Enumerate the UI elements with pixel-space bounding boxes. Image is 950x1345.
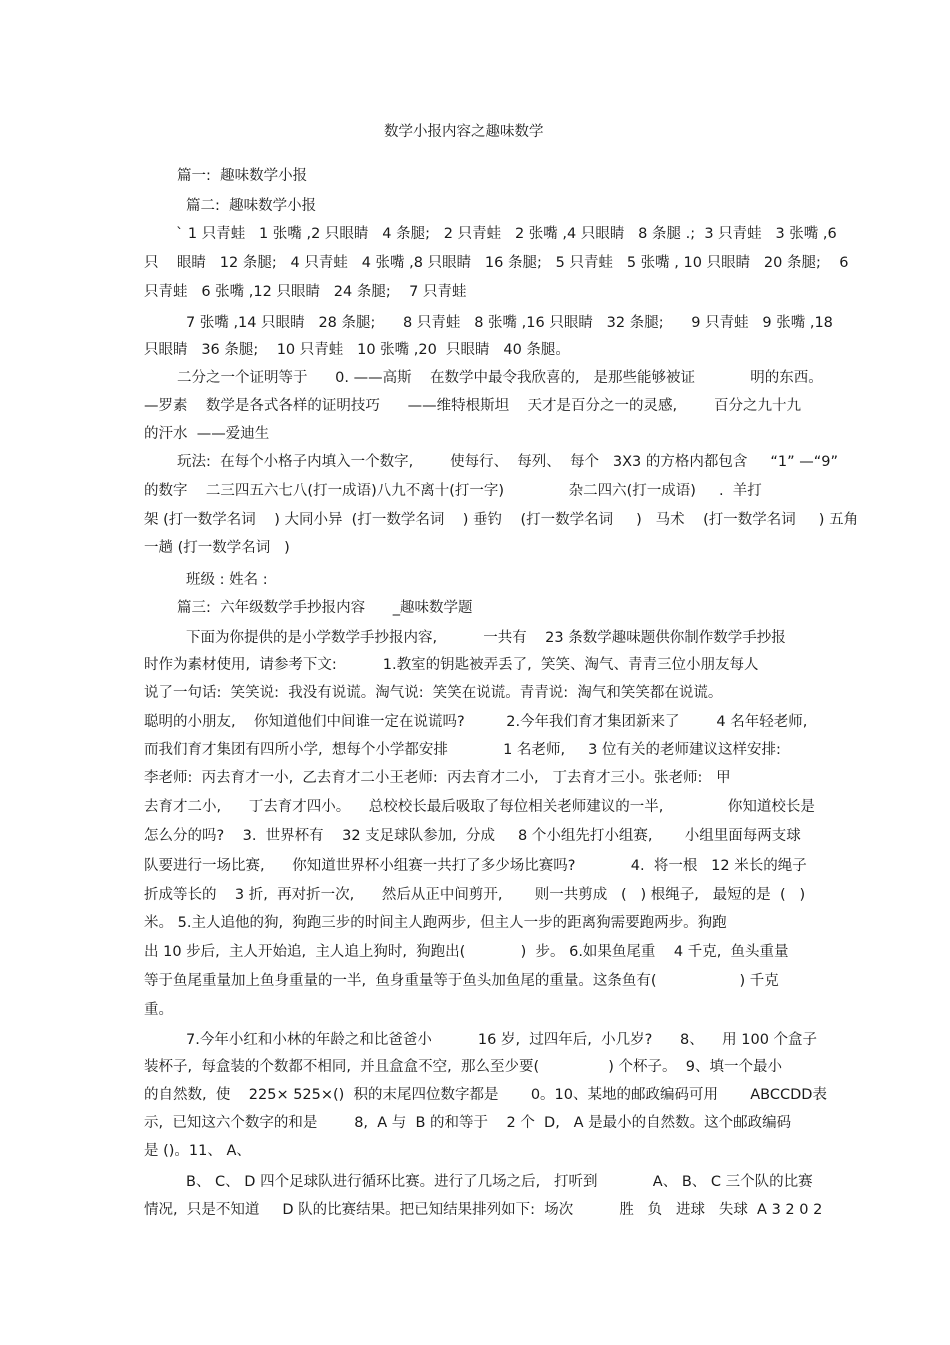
text-line: 折成等长的 3 折, 再对折一次, 然后从正中间剪开, 则一共剪成 ( ) 根绳子, 最短的是 ( ): [144, 887, 806, 903]
text-line: 篇二: 趣味数学小报: [186, 198, 317, 214]
text-line: 7 张嘴 ,14 只眼睛 28 条腿; 8 只青蛙 8 张嘴 ,16 只眼睛 32 条腿; 9 只青蛙 9 张嘴 ,18: [186, 315, 833, 331]
text-line: 米。 5.主人追他的狗, 狗跑三步的时间主人跑两步, 但主人一步的距离狗需要跑两步。狗跑: [144, 915, 727, 931]
text-line: 篇三: 六年级数学手抄报内容 _趣味数学题: [177, 600, 473, 616]
text-line: 情况, 只是不知道 D 队的比赛结果。把已知结果排列如下: 场次 胜 负 进球 失球 A 3 2 0 2: [144, 1202, 823, 1218]
text-line: 等于鱼尾重量加上鱼身重量的一半, 鱼身重量等于鱼头加鱼尾的重量。这条鱼有( ) 千克: [144, 973, 779, 989]
text-line: 二分之一个证明等于 0. ——高斯 在数学中最令我欣喜的, 是那些能够被证 明的东西。: [177, 370, 823, 386]
text-line: 说了一句话: 笑笑说: 我没有说谎。淘气说: 笑笑在说谎。青青说: 淘气和笑笑都在说谎。: [144, 685, 723, 701]
text-line: 只眼睛 36 条腿; 10 只青蛙 10 张嘴 ,20 只眼睛 40 条腿。: [144, 342, 570, 358]
text-line: 时作为素材使用, 请参考下文: 1.教室的钥匙被弄丢了, 笑笑、淘气、青青三位小朋友每人: [144, 657, 759, 673]
text-line: 出 10 步后, 主人开始追, 主人追上狗时, 狗跑出( ) 步。 6.如果鱼尾重 4 千克, 鱼头重量: [144, 944, 789, 960]
text-line: 的自然数, 使 225× 525×() 积的末尾四位数字都是 0。10、某地的邮政编码可用 ABCCDD表: [144, 1087, 827, 1103]
text-line: 只青蛙 6 张嘴 ,12 只眼睛 24 条腿; 7 只青蛙: [144, 284, 467, 300]
text-line: 聪明的小朋友, 你知道他们中间谁一定在说谎吗? 2.今年我们育才集团新来了 4 名年轻老师,: [144, 714, 808, 730]
document-title: 数学小报内容之趣味数学: [384, 124, 544, 140]
text-line: 架 (打一数学名词 ) 大同小异 (打一数学名词 ) 垂钓 (打一数学名词 ) 马术 (打一数学名词 ) 五角: [144, 512, 859, 528]
text-line: 是 ()。11、 A、: [144, 1143, 251, 1159]
text-line: 只 眼睛 12 条腿; 4 只青蛙 4 张嘴 ,8 只眼睛 16 条腿; 5 只青蛙 5 张嘴 , 10 只眼睛 20 条腿; 6: [144, 255, 849, 271]
text-line: 装杯子, 每盒装的个数都不相同, 并且盒盒不空, 那么至少要( ) 个杯子。 9、填一个最小: [144, 1059, 782, 1075]
text-line: 重。: [144, 1002, 173, 1018]
text-line: 篇一: 趣味数学小报: [177, 168, 308, 184]
text-line: 玩法: 在每个小格子内填入一个数字, 使每行、 每列、 每个 3X3 的方格内都包含 “1” —“9”: [177, 454, 838, 470]
text-line: 怎么分的吗? 3. 世界杯有 32 支足球队参加, 分成 8 个小组先打小组赛, 小组里面每两支球: [144, 828, 801, 844]
text-line: 队要进行一场比赛, 你知道世界杯小组赛一共打了多少场比赛吗? 4. 将一根 12 米长的绳子: [144, 858, 807, 874]
text-line: ` 1 只青蛙 1 张嘴 ,2 只眼睛 4 条腿; 2 只青蛙 2 张嘴 ,4 只眼睛 8 条腿 .; 3 只青蛙 3 张嘴 ,6: [176, 226, 837, 242]
text-line: 去育才二小, 丁去育才四小。 总校校长最后吸取了每位相关老师建议的一半, 你知道校长是: [144, 799, 815, 815]
text-line: 下面为你提供的是小学数学手抄报内容, 一共有 23 条数学趣味题供你制作数学手抄报: [186, 630, 786, 646]
text-line: —罗素 数学是各式各样的证明技巧 ——维特根斯坦 天才是百分之一的灵感, 百分之九十九: [144, 398, 802, 414]
text-line: 的数字 二三四五六七八(打一成语)八九不离十(打一字) 杂二四六(打一成语) . 羊打: [144, 483, 762, 499]
text-line: 而我们育才集团有四所小学, 想每个小学都安排 1 名老师, 3 位有关的老师建议这样安排:: [144, 742, 781, 758]
text-line: 的汗水 ——爱迪生: [144, 426, 270, 442]
text-line: 班级 : 姓名 :: [186, 572, 268, 588]
text-line: 7.今年小红和小林的年龄之和比爸爸小 16 岁, 过四年后, 小几岁? 8、 用 100 个盒子: [186, 1032, 818, 1048]
text-line: B、 C、 D 四个足球队进行循环比赛。进行了几场之后, 打听到 A、 B、 C 三个队的比赛: [186, 1174, 813, 1190]
text-line: 李老师: 丙去育才一小, 乙去育才二小王老师: 丙去育才二小, 丁去育才三小。张老师: 甲: [144, 770, 731, 786]
text-line: 一趟 (打一数学名词 ): [144, 540, 290, 556]
text-line: 示, 已知这六个数字的和是 8, A 与 B 的和等于 2 个 D, A 是最小的自然数。这个邮政编码: [144, 1115, 792, 1131]
